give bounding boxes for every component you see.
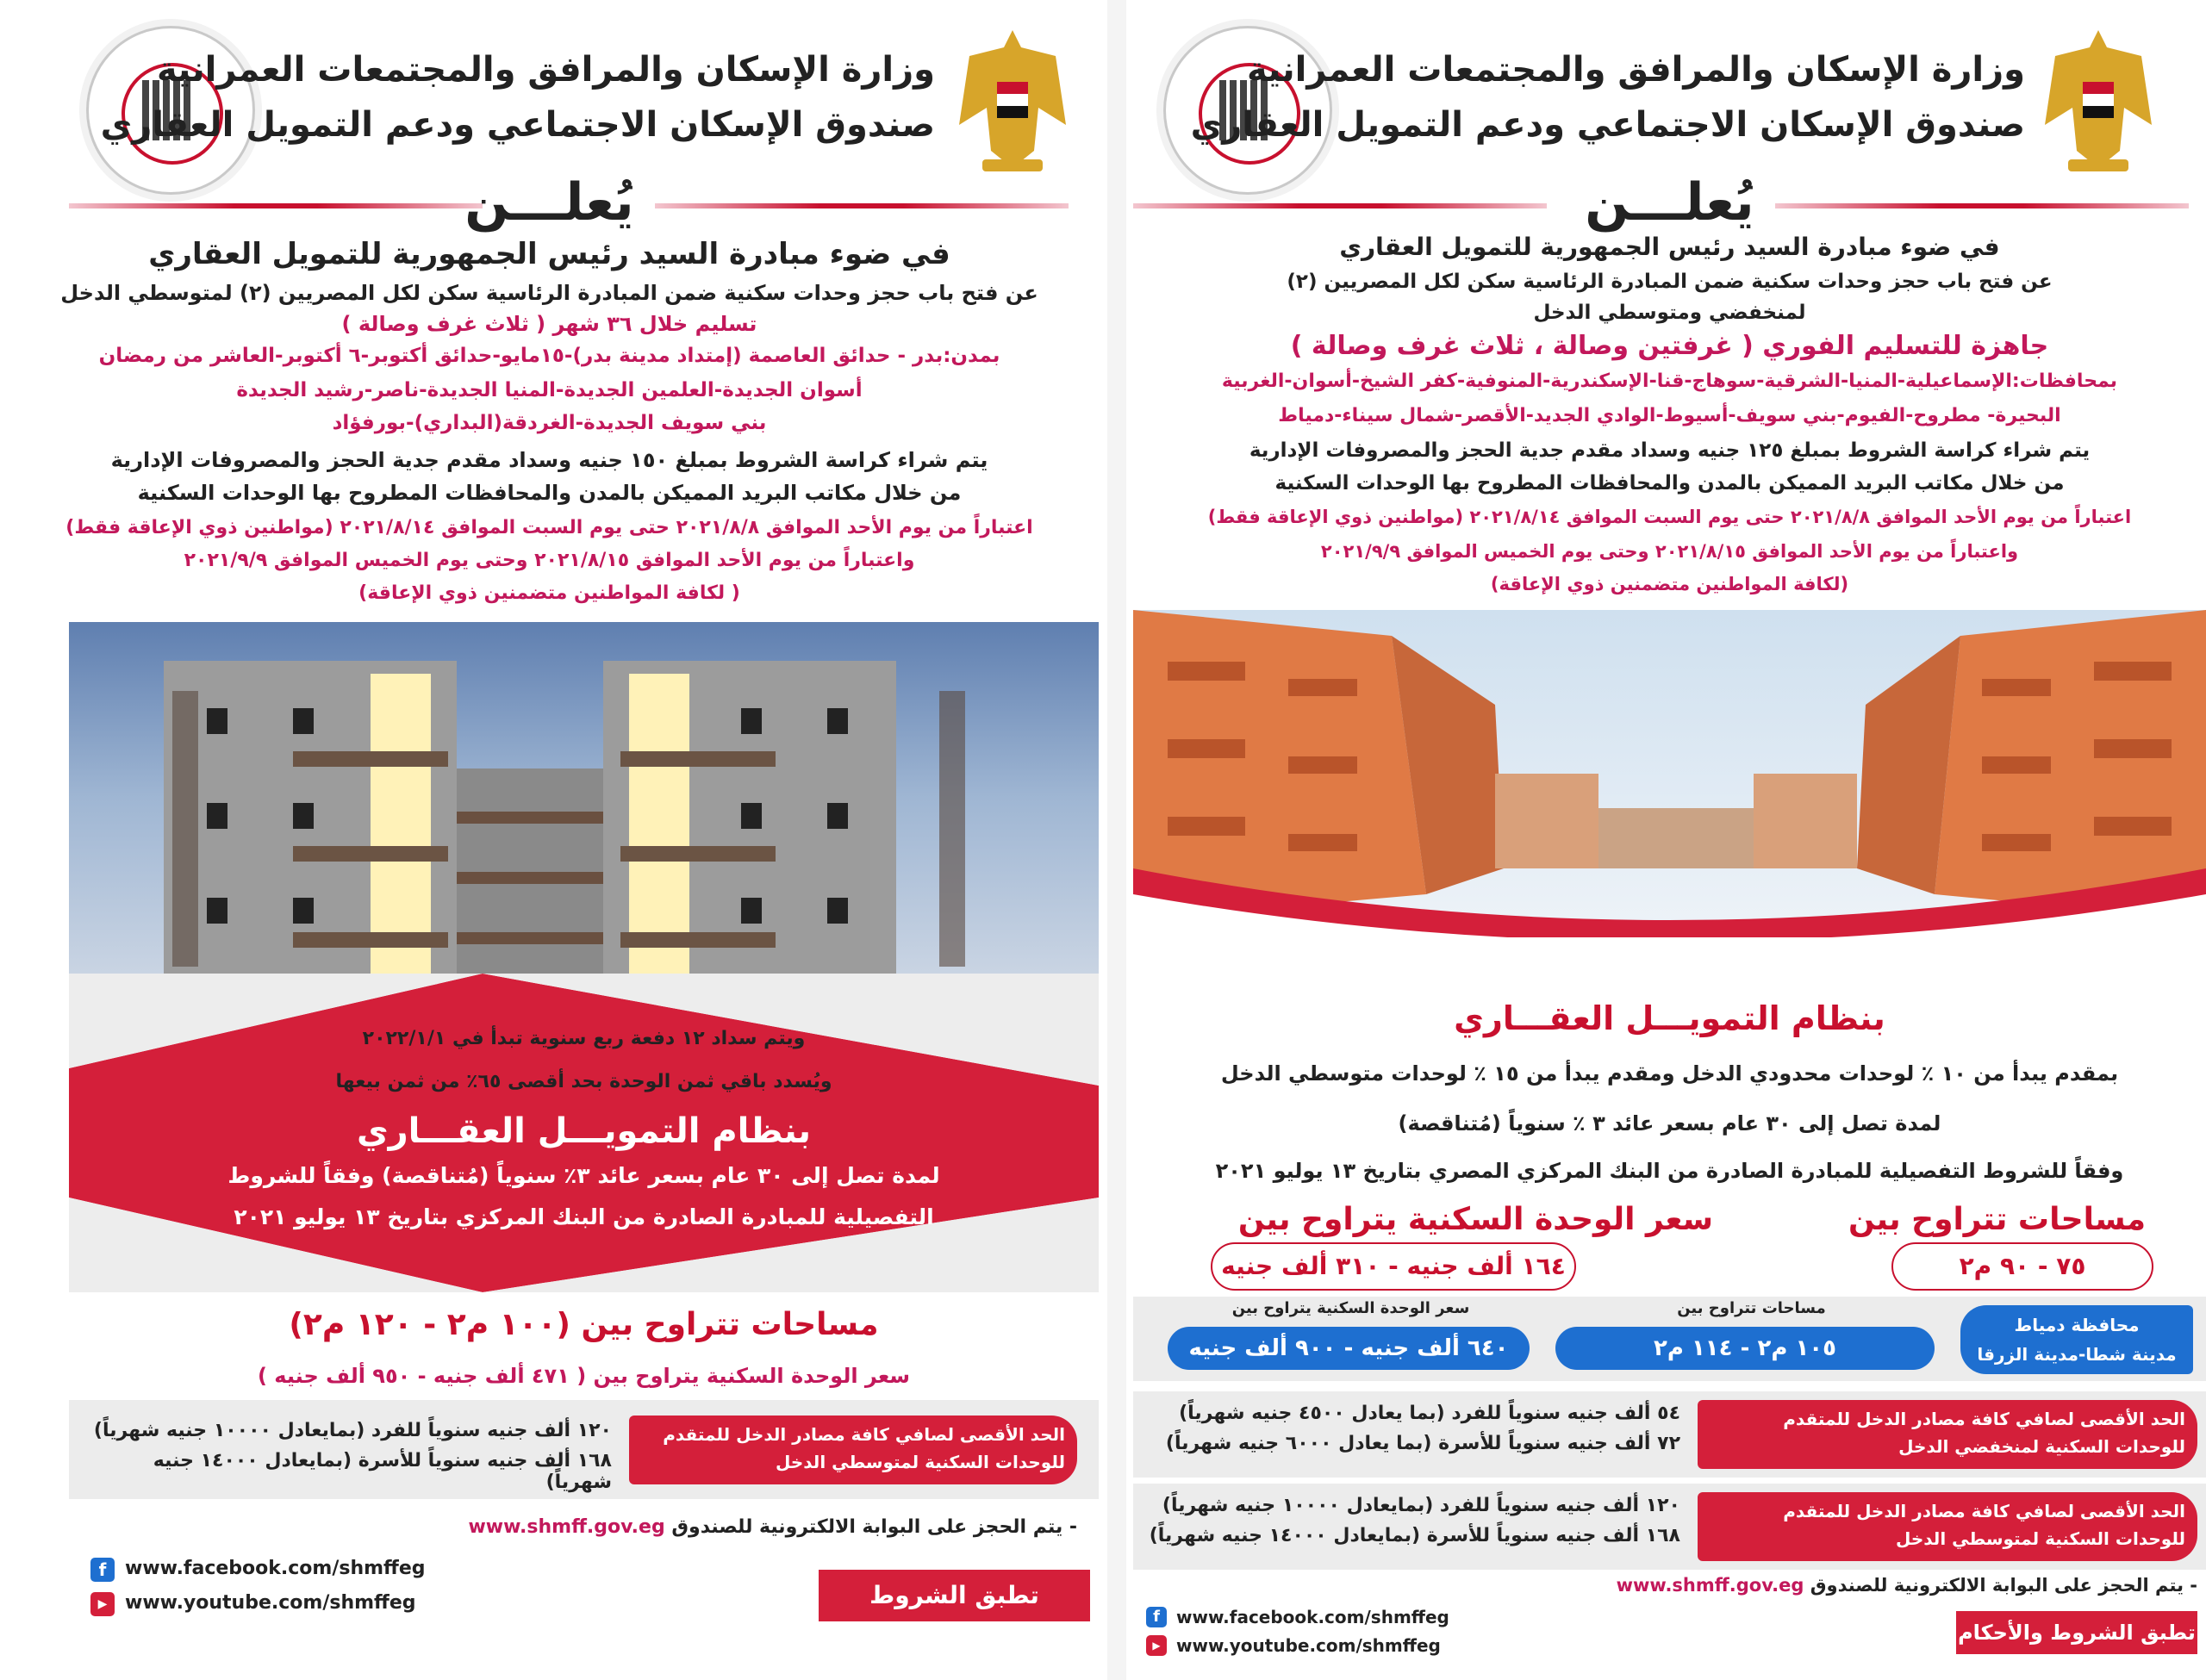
- fund-title: صندوق الإسكان الاجتماعي ودعم التمويل العقاري: [1190, 105, 2025, 145]
- price-range: سعر الوحدة السكنية يتراوح بين ( ٤٧١ ألف جنيه - ٩٥٠ ألف جنيه ): [257, 1364, 911, 1388]
- fund-title: صندوق الإسكان الاجتماعي ودعم التمويل العقاري: [100, 105, 935, 145]
- ministry-title: وزارة الإسكان والمرافق والمجتمعات العمرانية: [157, 50, 935, 90]
- website-link[interactable]: www.shmff.gov.eg: [1616, 1575, 1804, 1596]
- opening-line: عن فتح باب حجز وحدات سكنية ضمن المبادرة الرئاسية سكن لكل المصريين (٢): [1287, 271, 2053, 293]
- ready-line: جاهزة للتسليم الفوري ( غرفتين وصالة ، ثلاث غرف وصالة ): [1290, 331, 2049, 361]
- booking-text: - يتم الحجز على البوابة الالكترونية للصندوق: [671, 1516, 1077, 1538]
- announce-heading: يُعلـــن: [464, 172, 634, 233]
- price-small-title: سعر الوحدة السكنية يتراوح بين: [1231, 1299, 1470, 1317]
- income-mid-label: [1698, 1492, 2197, 1561]
- income-label-line: الحد الأقصى لصافي كافة مصادر الدخل للمتقدم: [1783, 1409, 2185, 1429]
- payment-line: ويُسدد باقي ثمن الوحدة بحد أقصى ٦٥٪ من ثمن بيعها: [335, 1071, 832, 1092]
- booking-row: [1478, 1575, 2197, 1596]
- intro-line: في ضوء مبادرة السيد رئيس الجمهورية للتمويل العقاري: [148, 237, 950, 271]
- income-values: [86, 1420, 612, 1493]
- income-label-line: الحد الأقصى لصافي كافة مصادر الدخل للمتقدم: [1783, 1501, 2185, 1521]
- ministry-title: وزارة الإسكان والمرافق والمجتمعات العمرانية: [1247, 50, 2025, 90]
- facebook-link[interactable]: www.facebook.com/shmffeg: [1176, 1607, 1449, 1627]
- date-line: اعتباراً من يوم الأحد الموافق ٢٠٢١/٨/٨ حتى يوم السبت الموافق ٢٠٢١/٨/١٤ (مواطنين ذوي الإعاقة فقط): [1207, 507, 2132, 527]
- opening-line: عن فتح باب حجز وحدات سكنية ضمن المبادرة الرئاسية سكن لكل المصريين (٢) لمتوسطي الدخل: [60, 281, 1038, 305]
- area-small-pill: ١٠٥ م٢ - ١١٤ م٢: [1555, 1327, 1935, 1370]
- opening-line: لمنخفضي ومتوسطي الدخل: [1533, 302, 1806, 324]
- poster-divider: [1107, 0, 1126, 1680]
- header: [1133, 0, 2206, 181]
- area-small-title: مساحات تتراوح بين: [1677, 1299, 1826, 1317]
- booklet-line: من خلال مكاتب البريد المميكن بالمدن والمحافظات المطروح بها الوحدات السكنية: [137, 481, 962, 505]
- poster-left: [0, 0, 1099, 1680]
- website-link[interactable]: www.shmff.gov.eg: [468, 1516, 665, 1538]
- finance-line: لمدة تصل إلى ٣٠ عام بسعر عائد ٣٪ سنوياً (مُتناقصة) وفقاً للشروط: [227, 1163, 940, 1188]
- income-line: ١٢٠ ألف جنيه سنوياً للفرد (بمايعادل ١٠٠٠٠ جنيه شهرياً): [93, 1420, 612, 1441]
- income-line: ٧٢ ألف جنيه سنوياً للأسرة (بما يعادل ٦٠٠٠ جنيه شهرياً): [1165, 1433, 1680, 1454]
- terms-badge: تطبق الشروط والأحكام: [1956, 1611, 2197, 1654]
- finance-line: وفقاً للشروط التفصيلية للمبادرة الصادرة من البنك المركزي المصري بتاريخ ١٣ يوليو ٢٠٢١: [1215, 1159, 2124, 1183]
- youtube-icon: ▶: [1146, 1635, 1167, 1656]
- payment-line: ويتم سداد ١٢ دفعة ربع سنوية تبدأ في ٢٠٢٢/١/١: [362, 1028, 806, 1049]
- youtube-link[interactable]: www.youtube.com/shmffeg: [1176, 1635, 1441, 1656]
- income-label-line: للوحدات السكنية لمتوسطي الدخل: [1895, 1528, 2185, 1549]
- income-line: ١٢٠ ألف جنيه سنوياً للفرد (بمايعادل ١٠٠٠٠ جنيه شهرياً): [1162, 1495, 1680, 1516]
- booking-row: [319, 1516, 1077, 1538]
- poster-right: [1133, 0, 2206, 1680]
- finance-title: بنظام التمويـــل العقـــاري: [1454, 999, 1885, 1037]
- date-line: ( لكافة المواطنين متضمنين ذوي الإعاقة): [358, 582, 740, 604]
- date-line: واعتباراً من يوم الأحد الموافق ٢٠٢١/٨/١٥ وحتى يوم الخميس الموافق ٢٠٢١/٩/٩: [1320, 541, 2019, 562]
- finance-line: لمدة تصل إلى ٣٠ عام بسعر عائد ٣ ٪ سنوياً (مُتناقصة): [1398, 1111, 1941, 1136]
- cities-line: بني سويف الجديدة-الغردقة(البداري)-بورفؤاد: [332, 412, 767, 434]
- damietta-line: مدينة شطا-مدينة الزرقا: [1977, 1344, 2177, 1365]
- damietta-line: محافظة دمياط: [2014, 1315, 2140, 1335]
- building-photo: [1133, 610, 2206, 937]
- youtube-icon: ▶: [90, 1592, 115, 1616]
- finance-title: بنظام التمويـــل العقـــاري: [356, 1111, 811, 1151]
- intro-line: في ضوء مبادرة السيد رئيس الجمهورية للتمويل العقاري: [1339, 233, 2000, 261]
- booklet-line: يتم شراء كراسة الشروط بمبلغ ١٥٠ جنيه وسداد مقدم جدية الحجز والمصروفات الإدارية: [110, 448, 988, 472]
- income-label: [629, 1416, 1077, 1484]
- income-label-line: للوحدات السكنية لمنخفضي الدخل: [1898, 1436, 2185, 1457]
- area-range: مساحات تتراوح بين (١٠٠ م٢ - ١٢٠ م٢): [289, 1307, 879, 1342]
- governorates-line: بمحافظات:الإسماعيلية-المنيا-الشرقية-سوهاج-قنا-الإسكندرية-المنوفية-كفر الشيخ-أسوان-الغربية: [1221, 370, 2118, 392]
- income-low-label: [1698, 1400, 2197, 1469]
- finance-line: التفصيلية للمبادرة الصادرة من البنك المركزي بتاريخ ١٣ يوليو ٢٠٢١: [234, 1204, 934, 1229]
- date-line: اعتباراً من يوم الأحد الموافق ٢٠٢١/٨/٨ حتى يوم السبت الموافق ٢٠٢١/٨/١٤ (مواطنين ذوي الإعاقة فقط): [65, 517, 1033, 538]
- income-line: ١٦٨ ألف جنيه سنوياً للأسرة (بمايعادل ١٤٠٠٠ جنيه شهرياً): [153, 1450, 612, 1493]
- announce-heading: يُعلـــن: [1585, 172, 1754, 233]
- facebook-icon: f: [90, 1558, 115, 1582]
- date-line: (لكافة المواطنين متضمنين ذوي الإعاقة): [1490, 574, 1849, 594]
- damietta-label: [1960, 1305, 2193, 1374]
- terms-badge: تطبق الشروط والأحكام: [819, 1570, 1090, 1621]
- delivery-line: تسليم خلال ٣٦ شهر ( ثلاث غرف وصالة ): [341, 312, 757, 336]
- income-low-values: [1146, 1403, 1680, 1454]
- price-title: سعر الوحدة السكنية يتراوح بين: [1237, 1202, 1714, 1237]
- governorates-line: البحيرة- مطروح-الفيوم-بني سويف-أسيوط-الوادي الجديد-الأقصر-شمال سيناء-دمياط: [1278, 405, 2061, 426]
- price-small-pill: ٦٤٠ ألف جنيه - ٩٠٠ ألف جنيه: [1168, 1327, 1530, 1370]
- egypt-eagle-emblem: [2038, 22, 2159, 181]
- price-value-pill: ١٦٤ ألف جنيه - ٣١٠ ألف جنيه: [1211, 1242, 1576, 1291]
- header: [0, 0, 1099, 181]
- booklet-line: من خلال مكاتب البريد المميكن بالمدن والمحافظات المطروح بها الوحدات السكنية: [1274, 472, 2065, 495]
- income-line: ٥٤ ألف جنيه سنوياً للفرد (بما يعادل ٤٥٠٠ جنيه شهرياً): [1179, 1403, 1680, 1424]
- booking-text: - يتم الحجز على البوابة الالكترونية للصندوق: [1810, 1575, 2197, 1596]
- area-value-pill: ٧٥ - ٩٠ م٢: [1891, 1242, 2153, 1291]
- income-label-line: الحد الأقصى لصافي كافة مصادر الدخل للمتقدم: [663, 1424, 1065, 1445]
- booklet-line: يتم شراء كراسة الشروط بمبلغ ١٢٥ جنيه وسداد مقدم جدية الحجز والمصروفات الإدارية: [1249, 439, 2091, 462]
- egypt-eagle-emblem: [952, 22, 1073, 181]
- facebook-icon: f: [1146, 1607, 1167, 1627]
- income-label-line: للوحدات السكنية لمتوسطي الدخل: [775, 1452, 1065, 1472]
- facebook-link[interactable]: www.facebook.com/shmffeg: [125, 1558, 426, 1579]
- building-photo: [69, 622, 1099, 974]
- finance-line: بمقدم يبدأ من ١٠ ٪ لوحدات محدودي الدخل ومقدم يبدأ من ١٥ ٪ لوحدات متوسطي الدخل: [1220, 1061, 2119, 1086]
- youtube-link[interactable]: www.youtube.com/shmffeg: [125, 1592, 416, 1614]
- income-line: ١٦٨ ألف جنيه سنوياً للأسرة (بمايعادل ١٤٠٠٠ جنيه شهرياً): [1149, 1525, 1680, 1546]
- area-title: مساحات تتراوح بين: [1848, 1202, 2147, 1237]
- date-line: واعتباراً من يوم الأحد الموافق ٢٠٢١/٨/١٥ وحتى يوم الخميس الموافق ٢٠٢١/٩/٩: [184, 550, 915, 571]
- income-mid-values: [1146, 1495, 1680, 1546]
- cities-line: بمدن:بدر - حدائق العاصمة (إمتداد مدينة بدر)-١٥مايو-حدائق أكتوبر-٦ أكتوبر-العاشر من رمضان: [98, 345, 1000, 367]
- cities-line: أسوان الجديدة-العلمين الجديدة-المنيا الجديدة-ناصر-رشيد الجديدة: [236, 379, 863, 401]
